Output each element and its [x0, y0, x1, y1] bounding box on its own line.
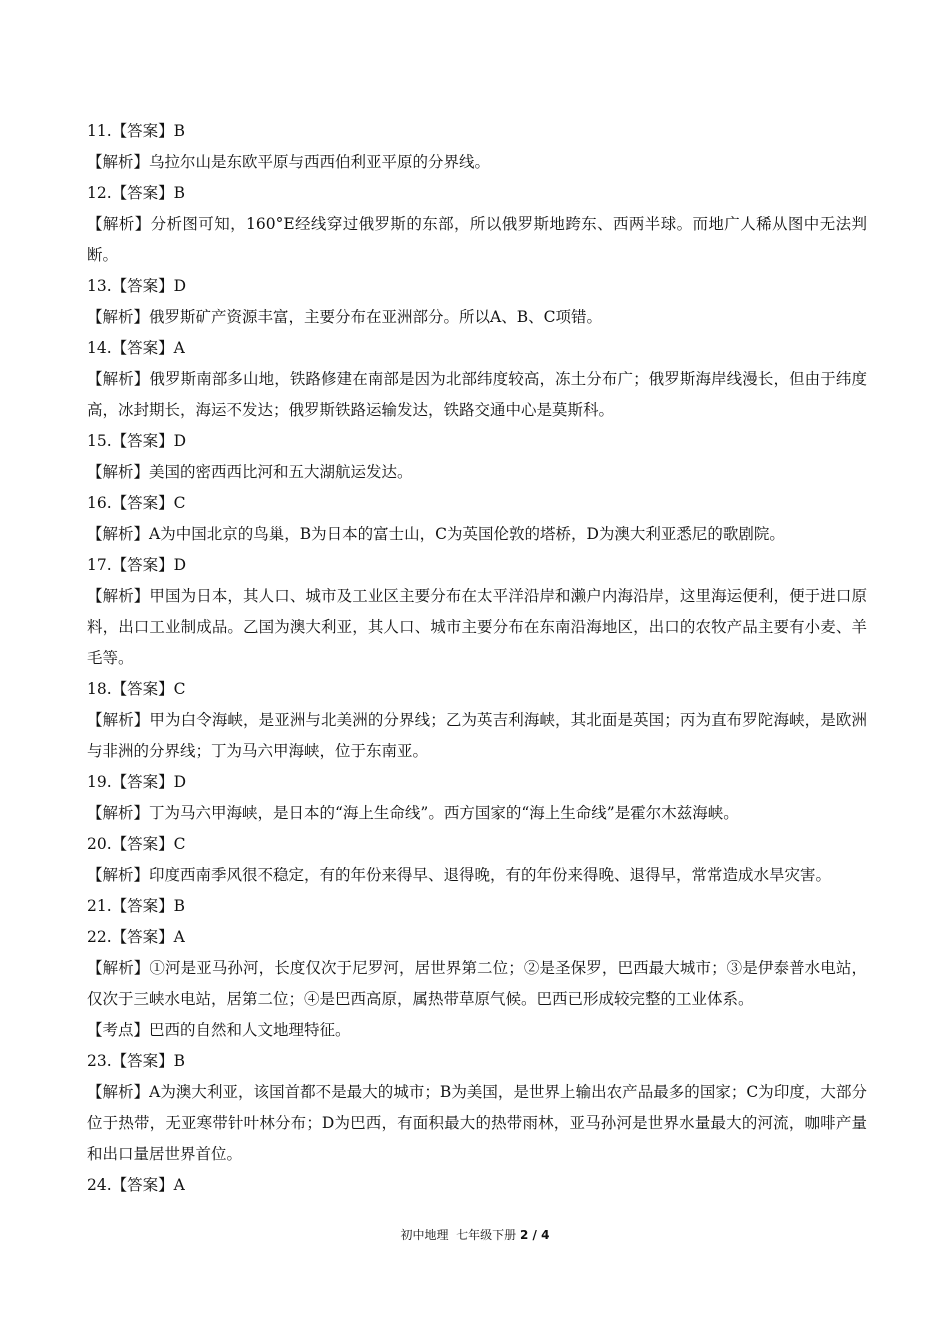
analysis-17: 【解析】甲国为日本，其人口、城市及工业区主要分布在太平洋沿岸和濑户内海沿岸，这里海运便利，便于进口原料，出口工业制成品。乙国为澳大利亚，其人口、城市主要分布在东南沿海地区，出口的农牧产品主要有小麦、羊毛等。: [87, 587, 867, 667]
answer-23: 23.【答案】B: [87, 1052, 186, 1070]
answer-21: 21.【答案】B: [87, 897, 186, 915]
footer-title: 初中地理 七年级下册: [400, 1228, 517, 1242]
answer-24: 24.【答案】A: [87, 1176, 185, 1194]
kaodian-22: 【考点】巴西的自然和人文地理特征。: [87, 1021, 351, 1039]
analysis-13: 【解析】俄罗斯矿产资源丰富，主要分布在亚洲部分。所以A、B、C项错。: [87, 308, 602, 326]
answer-22: 22.【答案】A: [87, 928, 185, 946]
answer-13: 13.【答案】D: [87, 277, 187, 295]
answer-14: 14.【答案】A: [87, 339, 185, 357]
answer-17: 17.【答案】D: [87, 556, 187, 574]
answer-16: 16.【答案】C: [87, 494, 186, 512]
analysis-15: 【解析】美国的密西西比河和五大湖航运发达。: [87, 463, 413, 481]
analysis-16: 【解析】A为中国北京的鸟巢，B为日本的富士山，C为英国伦敦的塔桥，D为澳大利亚悉尼的歌剧院。: [87, 525, 785, 543]
answer-15: 15.【答案】D: [87, 432, 187, 450]
answer-12: 12.【答案】B: [87, 184, 186, 202]
page-number: 2 / 4: [520, 1228, 550, 1242]
analysis-18: 【解析】甲为白令海峡，是亚洲与北美洲的分界线；乙为英吉利海峡，其北面是英国；丙为直布罗陀海峡，是欧洲与非洲的分界线；丁为马六甲海峡，位于东南亚。: [87, 711, 867, 760]
analysis-22: 【解析】①河是亚马孙河，长度仅次于尼罗河，居世界第二位；②是圣保罗，巴西最大城市；③是伊泰普水电站，仅次于三峡水电站，居第二位；④是巴西高原，属热带草原气候。巴西已形成较完整的工业体系。: [87, 959, 867, 1008]
analysis-20: 【解析】印度西南季风很不稳定，有的年份来得早、退得晚，有的年份来得晚、退得早，常常造成水旱灾害。: [87, 866, 832, 884]
analysis-14: 【解析】俄罗斯南部多山地，铁路修建在南部是因为北部纬度较高，冻土分布广；俄罗斯海岸线漫长，但由于纬度高，冰封期长，海运不发达；俄罗斯铁路运输发达，铁路交通中心是莫斯科。: [87, 370, 867, 419]
analysis-12: 【解析】分析图可知，160°E经线穿过俄罗斯的东部，所以俄罗斯地跨东、西两半球。而地广人稀从图中无法判断。: [87, 215, 867, 264]
answer-20: 20.【答案】C: [87, 835, 186, 853]
answer-list: [87, 116, 867, 1201]
answer-18: 18.【答案】C: [87, 680, 186, 698]
analysis-23: 【解析】A为澳大利亚，该国首都不是最大的城市；B为美国，是世界上输出农产品最多的国家；C为印度，大部分位于热带，无亚寒带针叶林分布；D为巴西，有面积最大的热带雨林，亚马孙河是世界水量最大的河流，咖啡产量和出口量居世界首位。: [87, 1083, 867, 1163]
analysis-19: 【解析】丁为马六甲海峡，是日本的“海上生命线”。西方国家的“海上生命线”是霍尔木兹海峡。: [87, 804, 739, 822]
page-footer: [0, 1226, 950, 1244]
answer-11: 11.【答案】B: [87, 122, 186, 140]
answer-19: 19.【答案】D: [87, 773, 187, 791]
analysis-11: 【解析】乌拉尔山是东欧平原与西西伯利亚平原的分界线。: [87, 153, 491, 171]
